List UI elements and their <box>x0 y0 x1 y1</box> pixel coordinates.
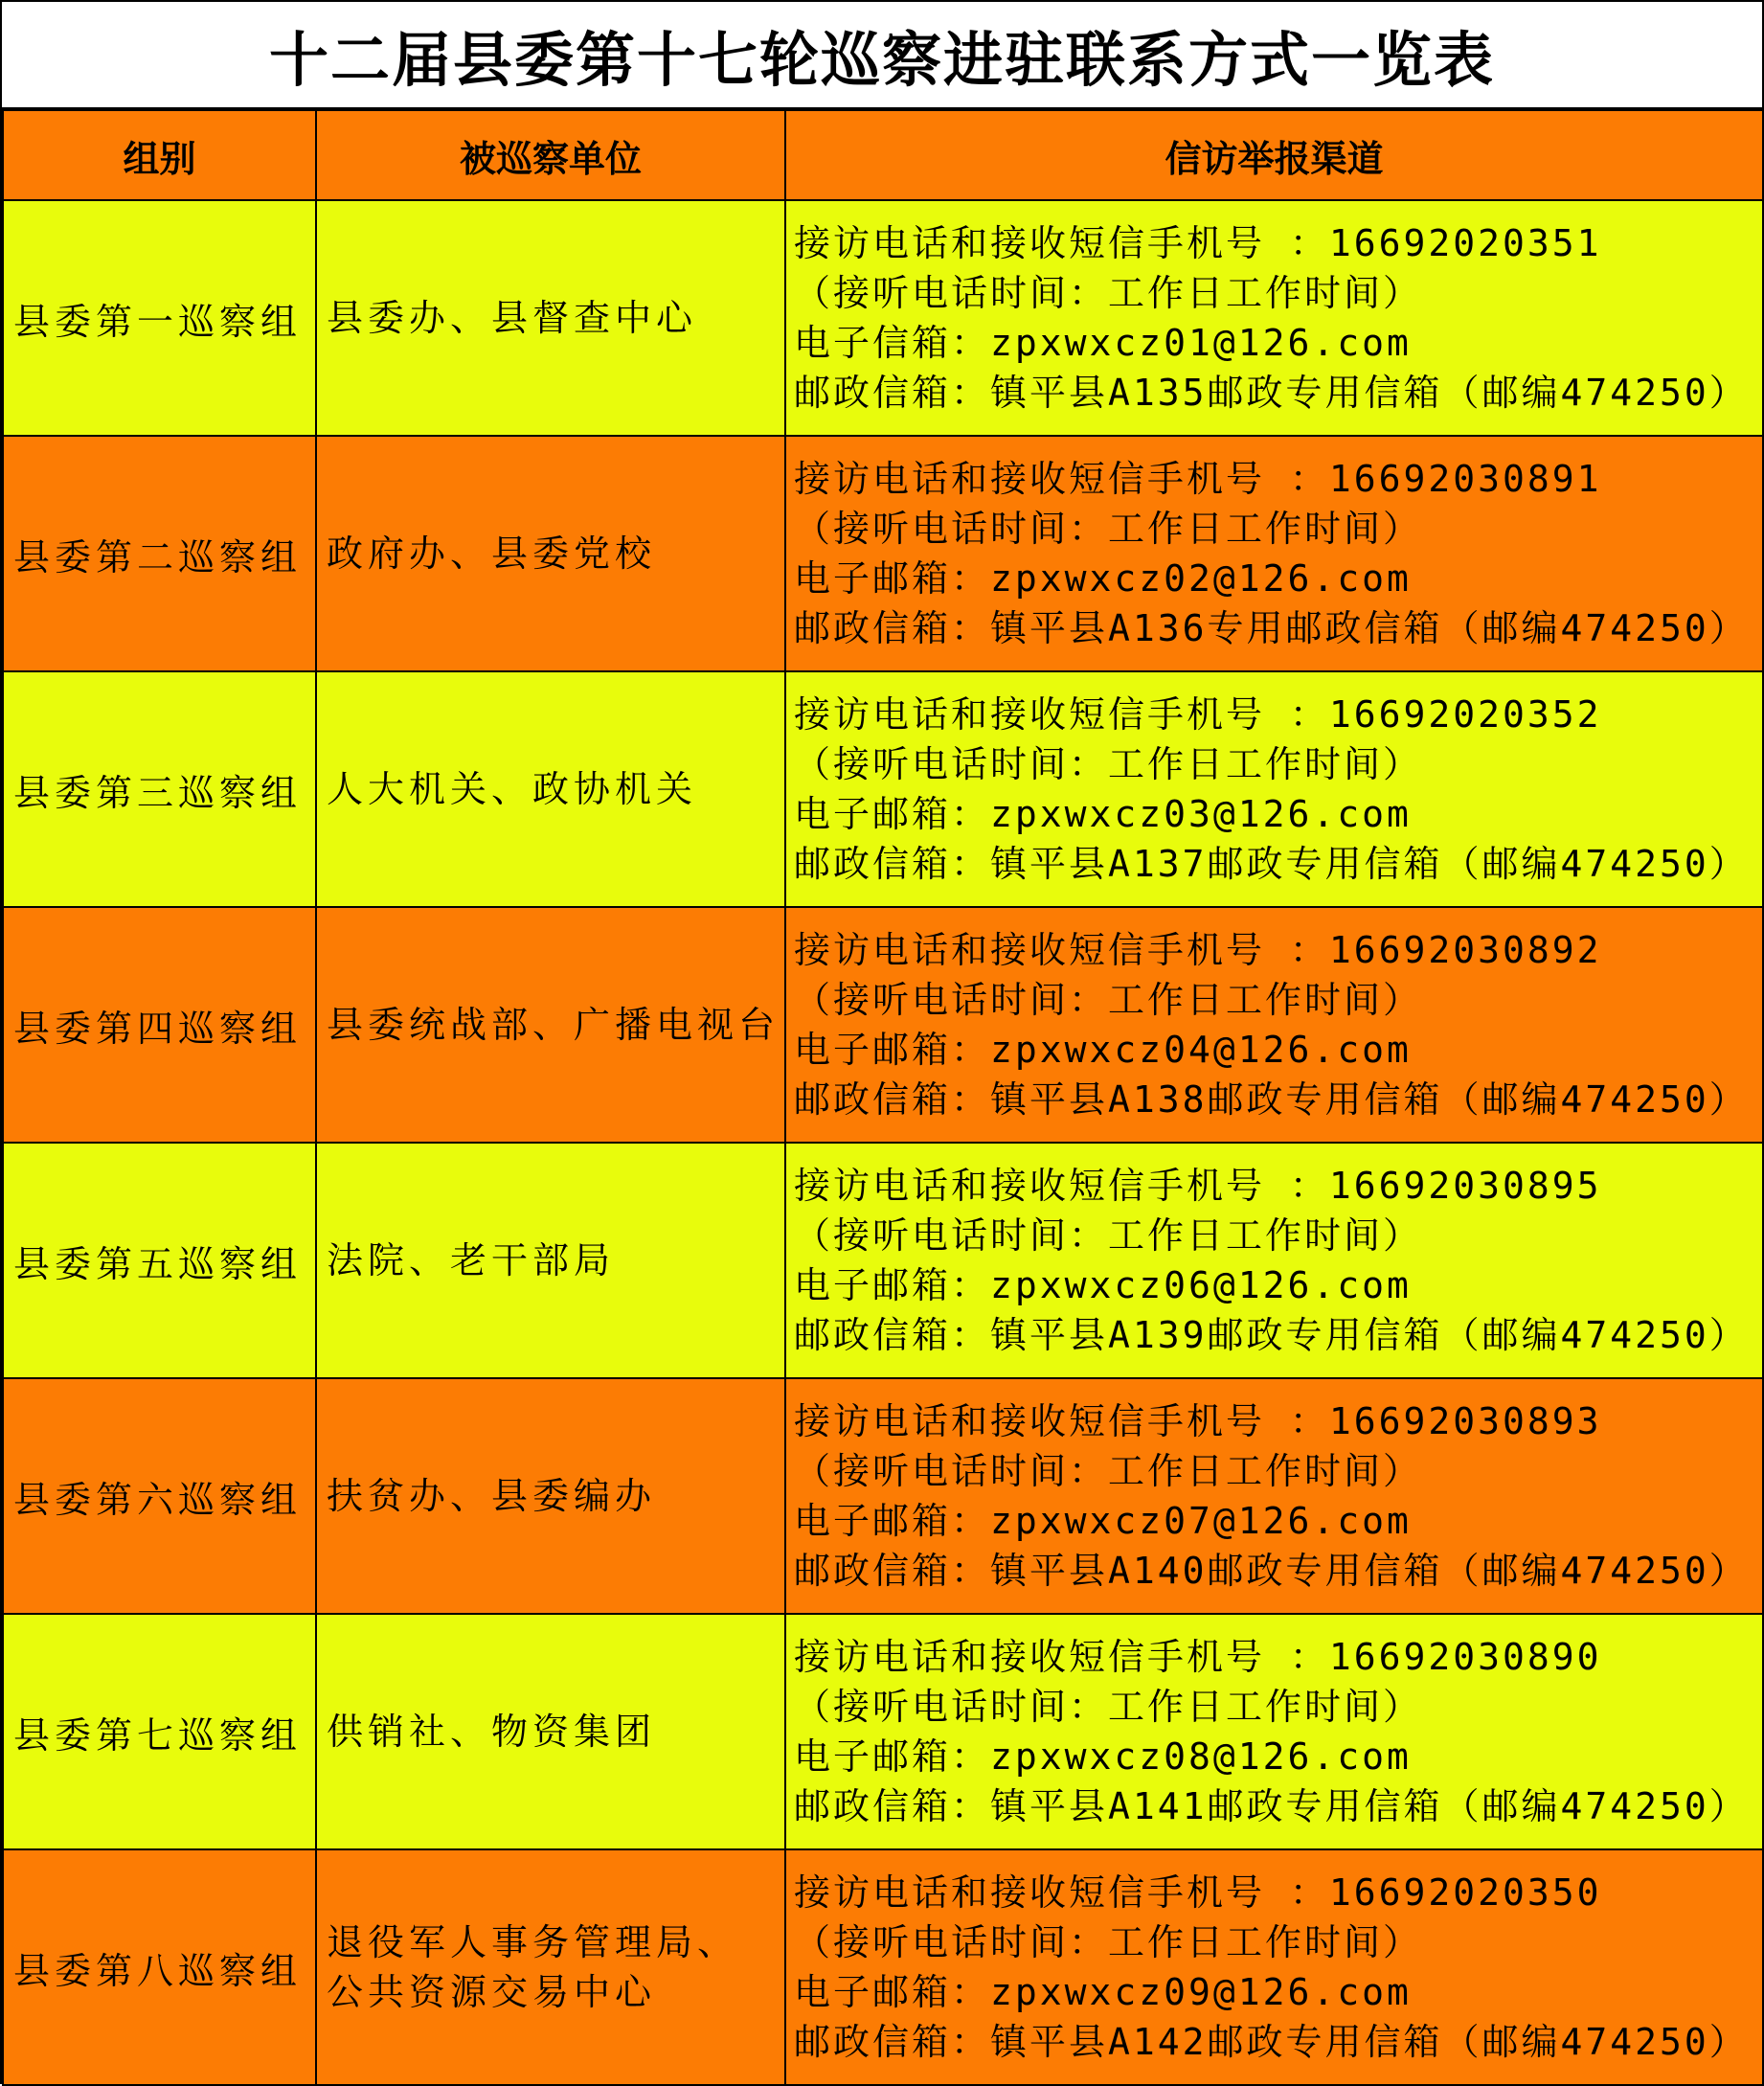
table-body <box>3 200 1763 2085</box>
channel-line: 电子邮箱：zpxwxcz03@126.com <box>794 793 1412 835</box>
unit-line: 政府办、县委党校 <box>327 533 657 575</box>
channel-line: （接听电话时间：工作日工作时间） <box>794 1686 1423 1728</box>
channel-line: 邮政信箱：镇平县A136专用邮政信箱（邮编474250） <box>794 607 1749 649</box>
group-cell: 县委第三巡察组 <box>3 671 316 907</box>
unit-cell <box>316 1614 785 1849</box>
channel-line: 邮政信箱：镇平县A140邮政专用信箱（邮编474250） <box>794 1550 1749 1592</box>
channel-line: 接访电话和接收短信手机号 ：16692030890 <box>794 1636 1602 1678</box>
group-cell: 县委第二巡察组 <box>3 436 316 671</box>
channel-cell <box>785 671 1763 907</box>
channel-line: 接访电话和接收短信手机号 ：16692020352 <box>794 693 1602 736</box>
channel-line: 电子邮箱：zpxwxcz04@126.com <box>794 1029 1412 1071</box>
channel-line: （接听电话时间：工作日工作时间） <box>794 1921 1423 1963</box>
channel-line: 电子邮箱：zpxwxcz06@126.com <box>794 1264 1412 1306</box>
unit-cell <box>316 671 785 907</box>
group-cell: 县委第六巡察组 <box>3 1378 316 1614</box>
group-cell: 县委第七巡察组 <box>3 1614 316 1849</box>
channel-line: 电子邮箱：zpxwxcz02@126.com <box>794 557 1412 600</box>
unit-cell <box>316 200 785 436</box>
channel-cell <box>785 1614 1763 1849</box>
channel-line: 接访电话和接收短信手机号 ：16692030891 <box>794 458 1602 500</box>
group-cell: 县委第四巡察组 <box>3 907 316 1143</box>
channel-line: 接访电话和接收短信手机号 ：16692030892 <box>794 929 1602 971</box>
channel-cell <box>785 907 1763 1143</box>
unit-line: 法院、老干部局 <box>327 1239 616 1281</box>
unit-cell <box>316 1849 785 2085</box>
table-row <box>3 1378 1763 1614</box>
channel-cell <box>785 1378 1763 1614</box>
unit-cell <box>316 1378 785 1614</box>
contact-table <box>2 109 1764 2086</box>
unit-cell <box>316 1143 785 1378</box>
unit-line: 退役军人事务管理局、 <box>327 1921 739 1963</box>
header-group: 组别 <box>3 110 316 200</box>
header-channel: 信访举报渠道 <box>785 110 1763 200</box>
unit-line: 县委统战部、广播电视台 <box>327 1004 780 1046</box>
channel-line: （接听电话时间：工作日工作时间） <box>794 272 1423 314</box>
table-row <box>3 1849 1763 2085</box>
group-cell: 县委第八巡察组 <box>3 1849 316 2085</box>
channel-line: （接听电话时间：工作日工作时间） <box>794 979 1423 1021</box>
table-row <box>3 200 1763 436</box>
table-row <box>3 1614 1763 1849</box>
table-row <box>3 1143 1763 1378</box>
channel-line: 邮政信箱：镇平县A142邮政专用信箱（邮编474250） <box>794 2021 1749 2063</box>
unit-line: 扶贫办、县委编办 <box>327 1475 657 1517</box>
channel-line: 接访电话和接收短信手机号 ：16692030893 <box>794 1400 1602 1442</box>
channel-line: 邮政信箱：镇平县A137邮政专用信箱（邮编474250） <box>794 843 1749 885</box>
channel-line: 邮政信箱：镇平县A139邮政专用信箱（邮编474250） <box>794 1314 1749 1356</box>
channel-cell <box>785 1849 1763 2085</box>
channel-cell <box>785 436 1763 671</box>
channel-line: 接访电话和接收短信手机号 ：16692030895 <box>794 1165 1602 1207</box>
unit-line: 县委办、县督查中心 <box>327 297 698 339</box>
table-row <box>3 907 1763 1143</box>
group-cell: 县委第一巡察组 <box>3 200 316 436</box>
channel-line: 电子邮箱：zpxwxcz07@126.com <box>794 1500 1412 1542</box>
channel-line: 邮政信箱：镇平县A141邮政专用信箱（邮编474250） <box>794 1785 1749 1827</box>
channel-line: （接听电话时间：工作日工作时间） <box>794 743 1423 785</box>
unit-cell <box>316 907 785 1143</box>
channel-line: 电子信箱：zpxwxcz01@126.com <box>794 322 1412 364</box>
channel-line: 电子邮箱：zpxwxcz08@126.com <box>794 1735 1412 1778</box>
unit-line: 公共资源交易中心 <box>327 1971 657 2013</box>
channel-line: （接听电话时间：工作日工作时间） <box>794 508 1423 550</box>
header-row <box>3 110 1763 200</box>
header-unit: 被巡察单位 <box>316 110 785 200</box>
channel-line: （接听电话时间：工作日工作时间） <box>794 1450 1423 1492</box>
channel-line: 邮政信箱：镇平县A135邮政专用信箱（邮编474250） <box>794 372 1749 414</box>
unit-line: 供销社、物资集团 <box>327 1711 657 1753</box>
channel-line: 接访电话和接收短信手机号 ：16692020351 <box>794 222 1602 264</box>
channel-cell <box>785 200 1763 436</box>
group-cell: 县委第五巡察组 <box>3 1143 316 1378</box>
channel-line: 接访电话和接收短信手机号 ：16692020350 <box>794 1871 1602 1914</box>
table-row <box>3 436 1763 671</box>
table-row <box>3 671 1763 907</box>
unit-line: 人大机关、政协机关 <box>327 768 698 810</box>
channel-line: （接听电话时间：工作日工作时间） <box>794 1214 1423 1257</box>
page-title: 十二届县委第十七轮巡察进驻联系方式一览表 <box>2 2 1762 109</box>
channel-cell <box>785 1143 1763 1378</box>
channel-line: 电子邮箱：zpxwxcz09@126.com <box>794 1971 1412 2013</box>
unit-cell <box>316 436 785 671</box>
channel-line: 邮政信箱：镇平县A138邮政专用信箱（邮编474250） <box>794 1078 1749 1121</box>
